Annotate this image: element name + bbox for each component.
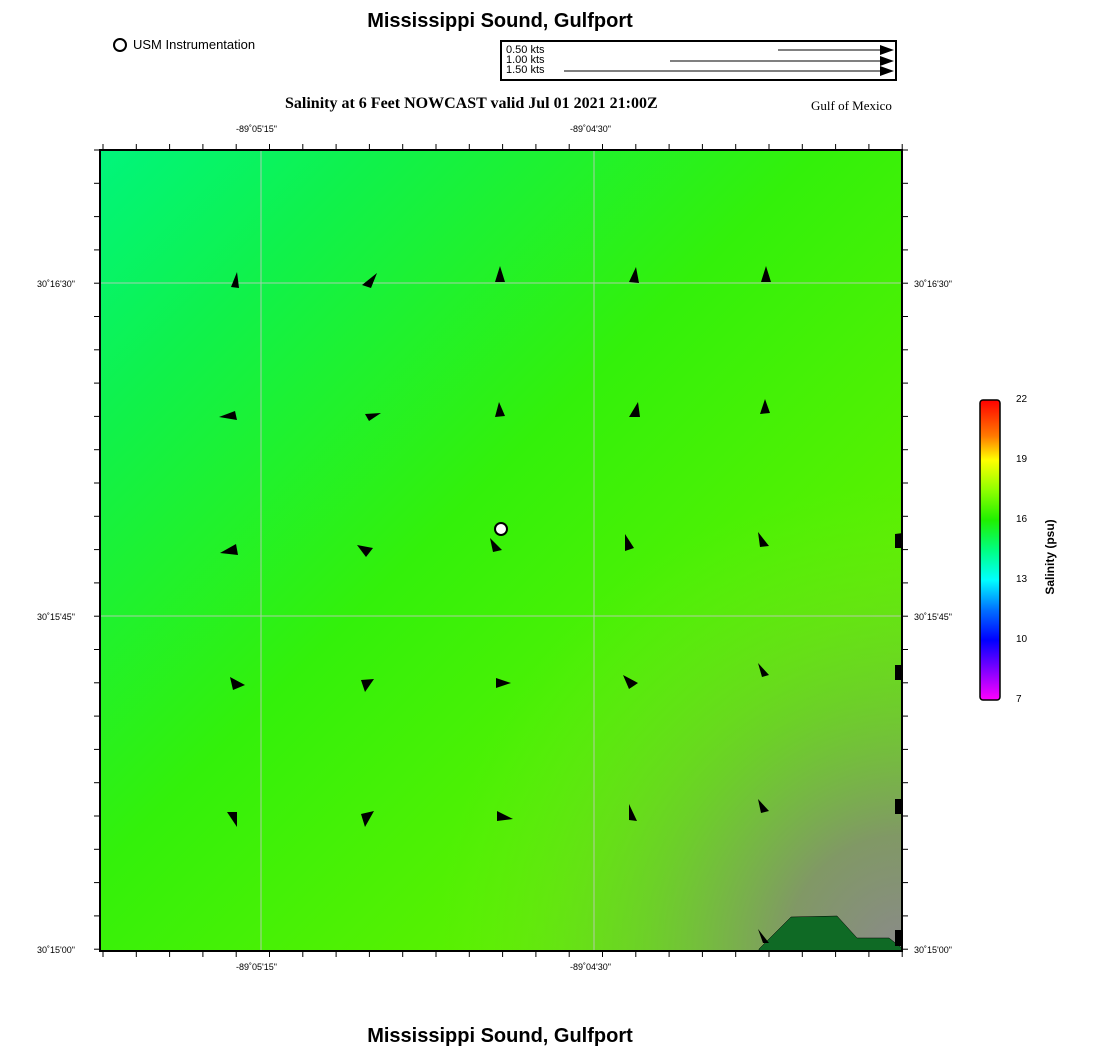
colorbar-title: Salinity (psu) xyxy=(1043,519,1057,595)
colorbar-tick-22: 22 xyxy=(1016,394,1028,405)
lat-tick-right-1: 30˚16'30" xyxy=(914,279,952,289)
lat-tick-right-3: 30˚15'00" xyxy=(914,945,952,955)
region-label: Gulf of Mexico xyxy=(811,98,892,113)
lon-tick-top-1: -89˚05'15" xyxy=(236,124,277,134)
colorbar-tick-13: 13 xyxy=(1016,574,1028,585)
usm-legend-label: USM Instrumentation xyxy=(133,37,256,52)
usm-legend xyxy=(113,37,255,52)
lat-tick-left-2: 30˚15'45" xyxy=(37,612,75,622)
salinity-colorbar xyxy=(978,398,1002,702)
colorbar-tick-10: 10 xyxy=(1016,634,1028,645)
colorbar-tick-19: 19 xyxy=(1016,454,1028,465)
lon-tick-top-2: -89˚04'30" xyxy=(570,124,611,134)
frame-ticks xyxy=(90,140,912,962)
lon-tick-bottom-1: -89˚05'15" xyxy=(236,962,277,972)
lat-tick-left-3: 30˚15'00" xyxy=(37,945,75,955)
station-marker-icon xyxy=(113,38,127,52)
colorbar-tick-7: 7 xyxy=(1016,694,1022,705)
map-subtitle: Salinity at 6 Feet NOWCAST valid Jul 01 2021 21:00Z xyxy=(285,95,658,112)
speed-label-2: 1.50 kts xyxy=(506,64,545,76)
speed-label-1: 1.00 kts xyxy=(506,54,545,66)
colorbar-tick-16: 16 xyxy=(1016,514,1028,525)
lon-tick-bottom-2: -89˚04'30" xyxy=(570,962,611,972)
speed-arrows xyxy=(502,42,895,79)
page-title: Mississippi Sound, Gulfport xyxy=(367,10,633,32)
lat-tick-right-2: 30˚15'45" xyxy=(914,612,952,622)
footer-title: Mississippi Sound, Gulfport xyxy=(367,1025,633,1047)
current-speed-scale xyxy=(500,40,897,81)
lat-tick-left-1: 30˚16'30" xyxy=(37,279,75,289)
speed-label-0: 0.50 kts xyxy=(506,44,545,56)
